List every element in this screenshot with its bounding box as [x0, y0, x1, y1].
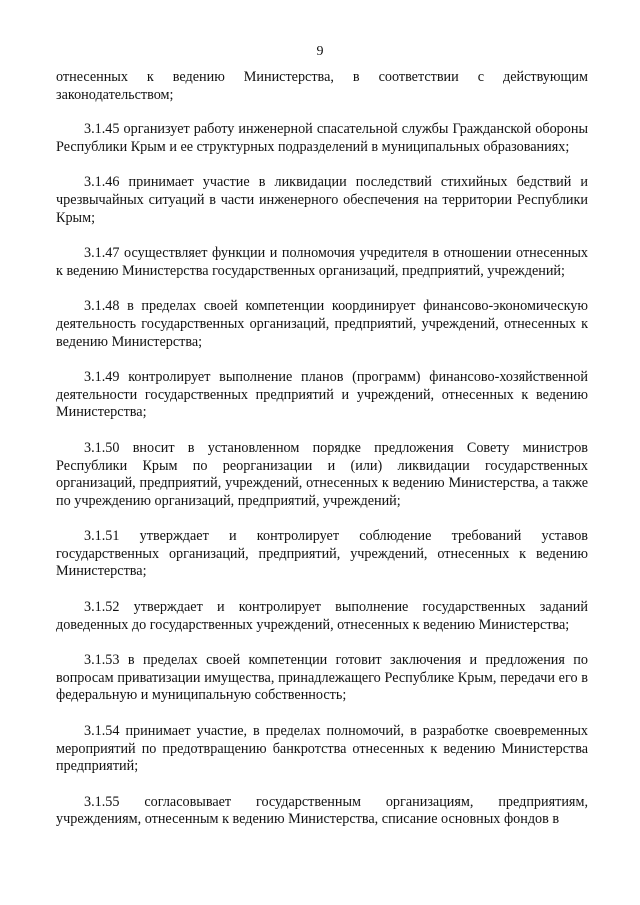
paragraph-3-1-52: 3.1.52 утверждает и контролирует выполнение государственных заданий доведенных до государственных учреждений, отнесенных к ведению Министерства;: [56, 599, 588, 633]
paragraph-3-1-47: 3.1.47 осуществляет функции и полномочия учредителя в отношении отнесенных к ведению Министерства государственных организаций, предприятий, учреждений;: [56, 245, 588, 279]
paragraph-3-1-50: 3.1.50 вносит в установленном порядке предложения Совету министров Республики Крым по реорганизации и (или) ликвидации государственных организаций, предприятий, учреждений, отнесенных к ведению Министерства, а также по учреждению организаций, предприятий, учреждений;: [56, 439, 588, 509]
paragraph-3-1-53: 3.1.53 в пределах своей компетенции готовит заключения и предложения по вопросам приватизации имущества, принадлежащего Республике Крым, передачи его в федеральную и муниципальную собственность;: [56, 652, 588, 704]
page-number: 9: [316, 44, 324, 59]
paragraph-3-1-45: 3.1.45 организует работу инженерной спасательной службы Гражданской обороны Республики Крым и ее структурных подразделений в муниципальных образованиях;: [56, 121, 588, 155]
paragraph-3-1-46: 3.1.46 принимает участие в ликвидации последствий стихийных бедствий и чрезвычайных ситуаций в части инженерного обеспечения на территории Республики Крым;: [56, 174, 588, 226]
paragraph-3-1-54: 3.1.54 принимает участие, в пределах полномочий, в разработке своевременных мероприятий по предотвращению банкротства отнесенных к ведению Министерства предприятий;: [56, 723, 588, 775]
paragraph-3-1-55: 3.1.55 согласовывает государственным организациям, предприятиям, учреждениям, отнесенным к ведению Министерства, списание основных фондов в: [56, 793, 588, 828]
document-body: [56, 69, 588, 829]
paragraph-3-1-49: 3.1.49 контролирует выполнение планов (программ) финансово-хозяйственной деятельности государственных предприятий и учреждений, отнесенных к ведению Министерства;: [56, 369, 588, 421]
paragraph-3-1-51: 3.1.51 утверждает и контролирует соблюдение требований уставов государственных организаций, предприятий, учреждений, отнесенных к ведению Министерства;: [56, 528, 588, 580]
paragraph-continuation: отнесенных к ведению Министерства, в соответствии с действующим законодательством;: [56, 69, 588, 103]
paragraph-3-1-48: 3.1.48 в пределах своей компетенции координирует финансово-экономическую деятельность государственных организаций, предприятий, учреждений, отнесенных к ведению Министерства;: [56, 298, 588, 350]
